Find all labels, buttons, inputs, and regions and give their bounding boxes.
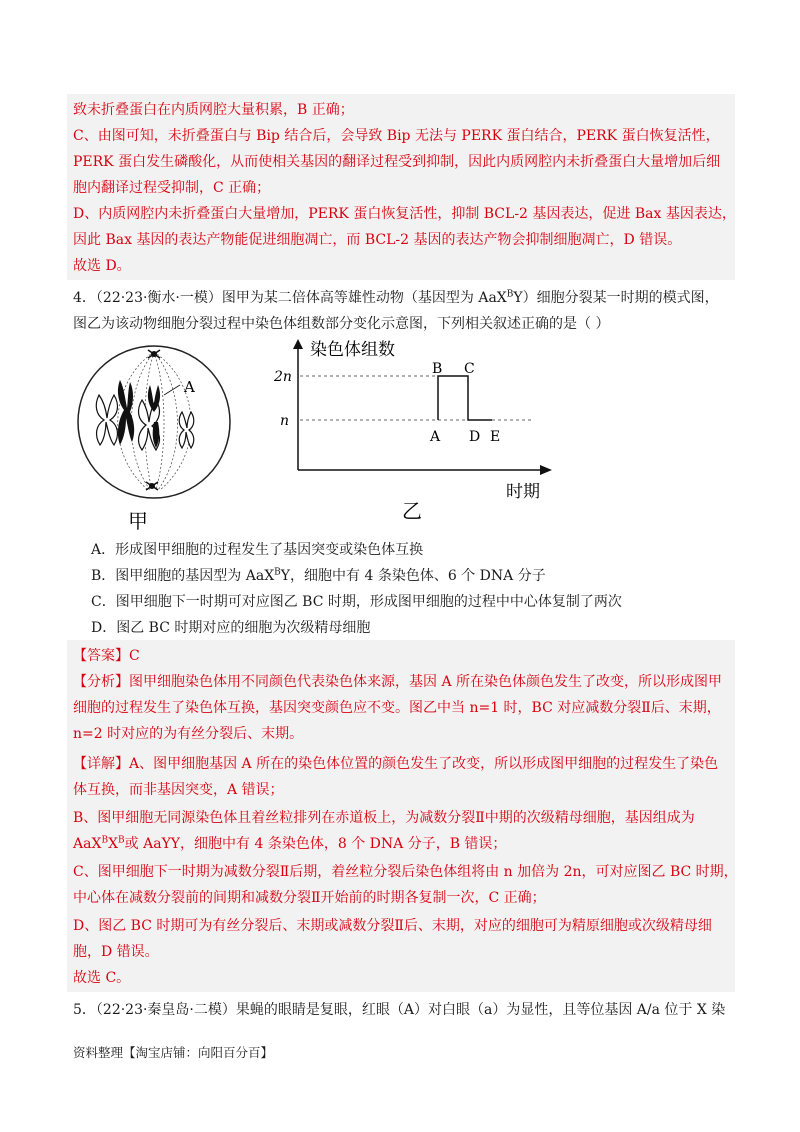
point-label-d: D	[469, 429, 481, 445]
detail-line: 体互换，而非基因突变，A 错误；	[73, 782, 284, 798]
answer-label: 【答案】C	[73, 648, 140, 664]
y-tick-n: n	[280, 413, 290, 429]
analysis-line: n=2 时对应的为有丝分裂后、末期。	[73, 726, 304, 742]
gene-label: A	[184, 378, 195, 396]
question-4-stem-2: 图乙为该动物细胞分裂过程中染色体组数部分变化示意图，下列相关叙述正确的是（ ）	[73, 316, 610, 332]
y-axis-arrow	[293, 339, 303, 349]
detail-line-b2	[73, 834, 506, 854]
detail-text: 或 AaYY，细胞中有 4 条染色体，8 个 DNA 分子，B 错误；	[124, 836, 507, 852]
point-label-b: B	[432, 361, 443, 377]
chromosome-right	[179, 412, 194, 448]
answer-line: 因此 Bax 基因的表达产物能促进细胞凋亡，而 BCL-2 基因的表达产物会抑制细胞凋亡，D 错误。	[73, 232, 682, 248]
detail-line: D、图乙 BC 时期可为有丝分裂后、末期或减数分裂Ⅱ后、末期，对应的细胞可为精原细胞或次级精母细	[73, 918, 712, 934]
point-label-a: A	[430, 429, 441, 445]
detail-line: 胞，D 错误。	[73, 944, 159, 960]
y-axis-title: 染色体组数	[310, 340, 395, 360]
answer-line: 胞内翻译过程受抑制，C 正确；	[73, 180, 271, 196]
analysis-line: 细胞的过程发生了染色体互换，基因突变颜色应不变。图乙中当 n=1 时，BC 对应减数分裂Ⅱ后、末期，	[73, 700, 721, 716]
x-axis-arrow	[540, 465, 552, 475]
answer-line: D、内质网腔内未折叠蛋白大量增加，PERK 蛋白恢复活性，抑制 BCL-2 基因表达，促进 Bax 基因表达，	[73, 206, 736, 222]
detail-line: C、图甲细胞下一时期为减数分裂Ⅱ后期，着丝粒分裂后染色体组将由 n 加倍为 2n，可对应图乙 BC 时期，	[73, 864, 738, 880]
option-b-text: Y，细胞中有 4 条染色体、6 个 DNA 分子	[280, 568, 546, 584]
centrosome-bottom	[146, 482, 158, 490]
detail-text: AaX	[73, 836, 102, 852]
x-axis-title: 时期	[506, 482, 540, 502]
series-line	[438, 376, 492, 420]
question-5-stem: 5．（22·23·秦皇岛·二模）果蝇的眼睛是复眼，红眼（A）对白眼（a）为显性，且等位基因 A/a 位于 X 染	[73, 1002, 726, 1018]
point-label-e: E	[490, 429, 501, 445]
y-tick-2n: 2n	[274, 369, 292, 385]
detail-line: 中心体在减数分裂前的间期和减数分裂Ⅱ开始前的时期各复制一次，C 正确；	[73, 890, 546, 906]
option-c: C．图甲细胞下一时期可对应图乙 BC 时期，形成图甲细胞的过程中中心体复制了两次	[91, 594, 622, 610]
option-b-text: B．图甲细胞的基因型为 AaX	[91, 568, 275, 584]
superscript: B	[506, 289, 514, 300]
superscript: B	[118, 835, 125, 846]
detail-line: 【详解】A、图甲细胞基因 A 所在的染色体位置的颜色发生了改变，所以形成图甲细胞的过程发生了染色	[73, 756, 719, 772]
detail-line: 故选 C。	[73, 970, 131, 986]
option-b	[91, 566, 546, 586]
question-4-stem-text: Y）细胞分裂某一时期的模式图，	[513, 290, 719, 306]
figure-cell-diagram	[72, 340, 242, 540]
superscript: B	[274, 567, 281, 578]
detail-text: X	[108, 836, 119, 852]
answer-line: 故选 D。	[73, 258, 131, 274]
answer-line: PERK 蛋白发生磷酸化，从而使相关基因的翻译过程受到抑制，因此内质网腔内未折叠蛋白大量增加后细	[73, 154, 721, 170]
analysis-line: 【分析】图甲细胞染色体用不同颜色代表染色体来源，基因 A 所在染色体颜色发生了改变，所以形成图甲	[73, 674, 723, 690]
superscript: B	[101, 835, 109, 846]
figure-label-left: 甲	[128, 509, 148, 533]
option-d: D．图乙 BC 时期对应的细胞为次级精母细胞	[91, 620, 371, 636]
answer-line: C、由图可知，未折叠蛋白与 Bip 结合后，会导致 Bip 无法与 PERK 蛋白结合，PERK 蛋白恢复活性，	[73, 128, 720, 144]
centrosome-top	[148, 350, 160, 358]
detail-line: B、图甲细胞无同源染色体且着丝粒排列在赤道板上，为减数分裂Ⅱ中期的次级精母细胞，基因组成为	[73, 810, 695, 826]
question-4-stem	[73, 288, 719, 308]
point-label-c: C	[464, 361, 475, 377]
chromosome-left-white	[96, 395, 117, 445]
gene-pointer	[164, 385, 180, 395]
answer-line: 致未折叠蛋白在内质网腔大量积累，B 正确；	[73, 102, 354, 118]
page-footer: 资料整理【淘宝店铺：向阳百分百】	[73, 1045, 274, 1060]
option-a: A．形成图甲细胞的过程发生了基因突变或染色体互换	[91, 542, 424, 558]
question-4-stem-text: 4．（22·23·衡水·一模）图甲为某二倍体高等雄性动物（基因型为 AaX	[73, 290, 507, 306]
figure-label-right: 乙	[402, 499, 422, 523]
figure-chromosome-set-graph	[260, 335, 560, 535]
